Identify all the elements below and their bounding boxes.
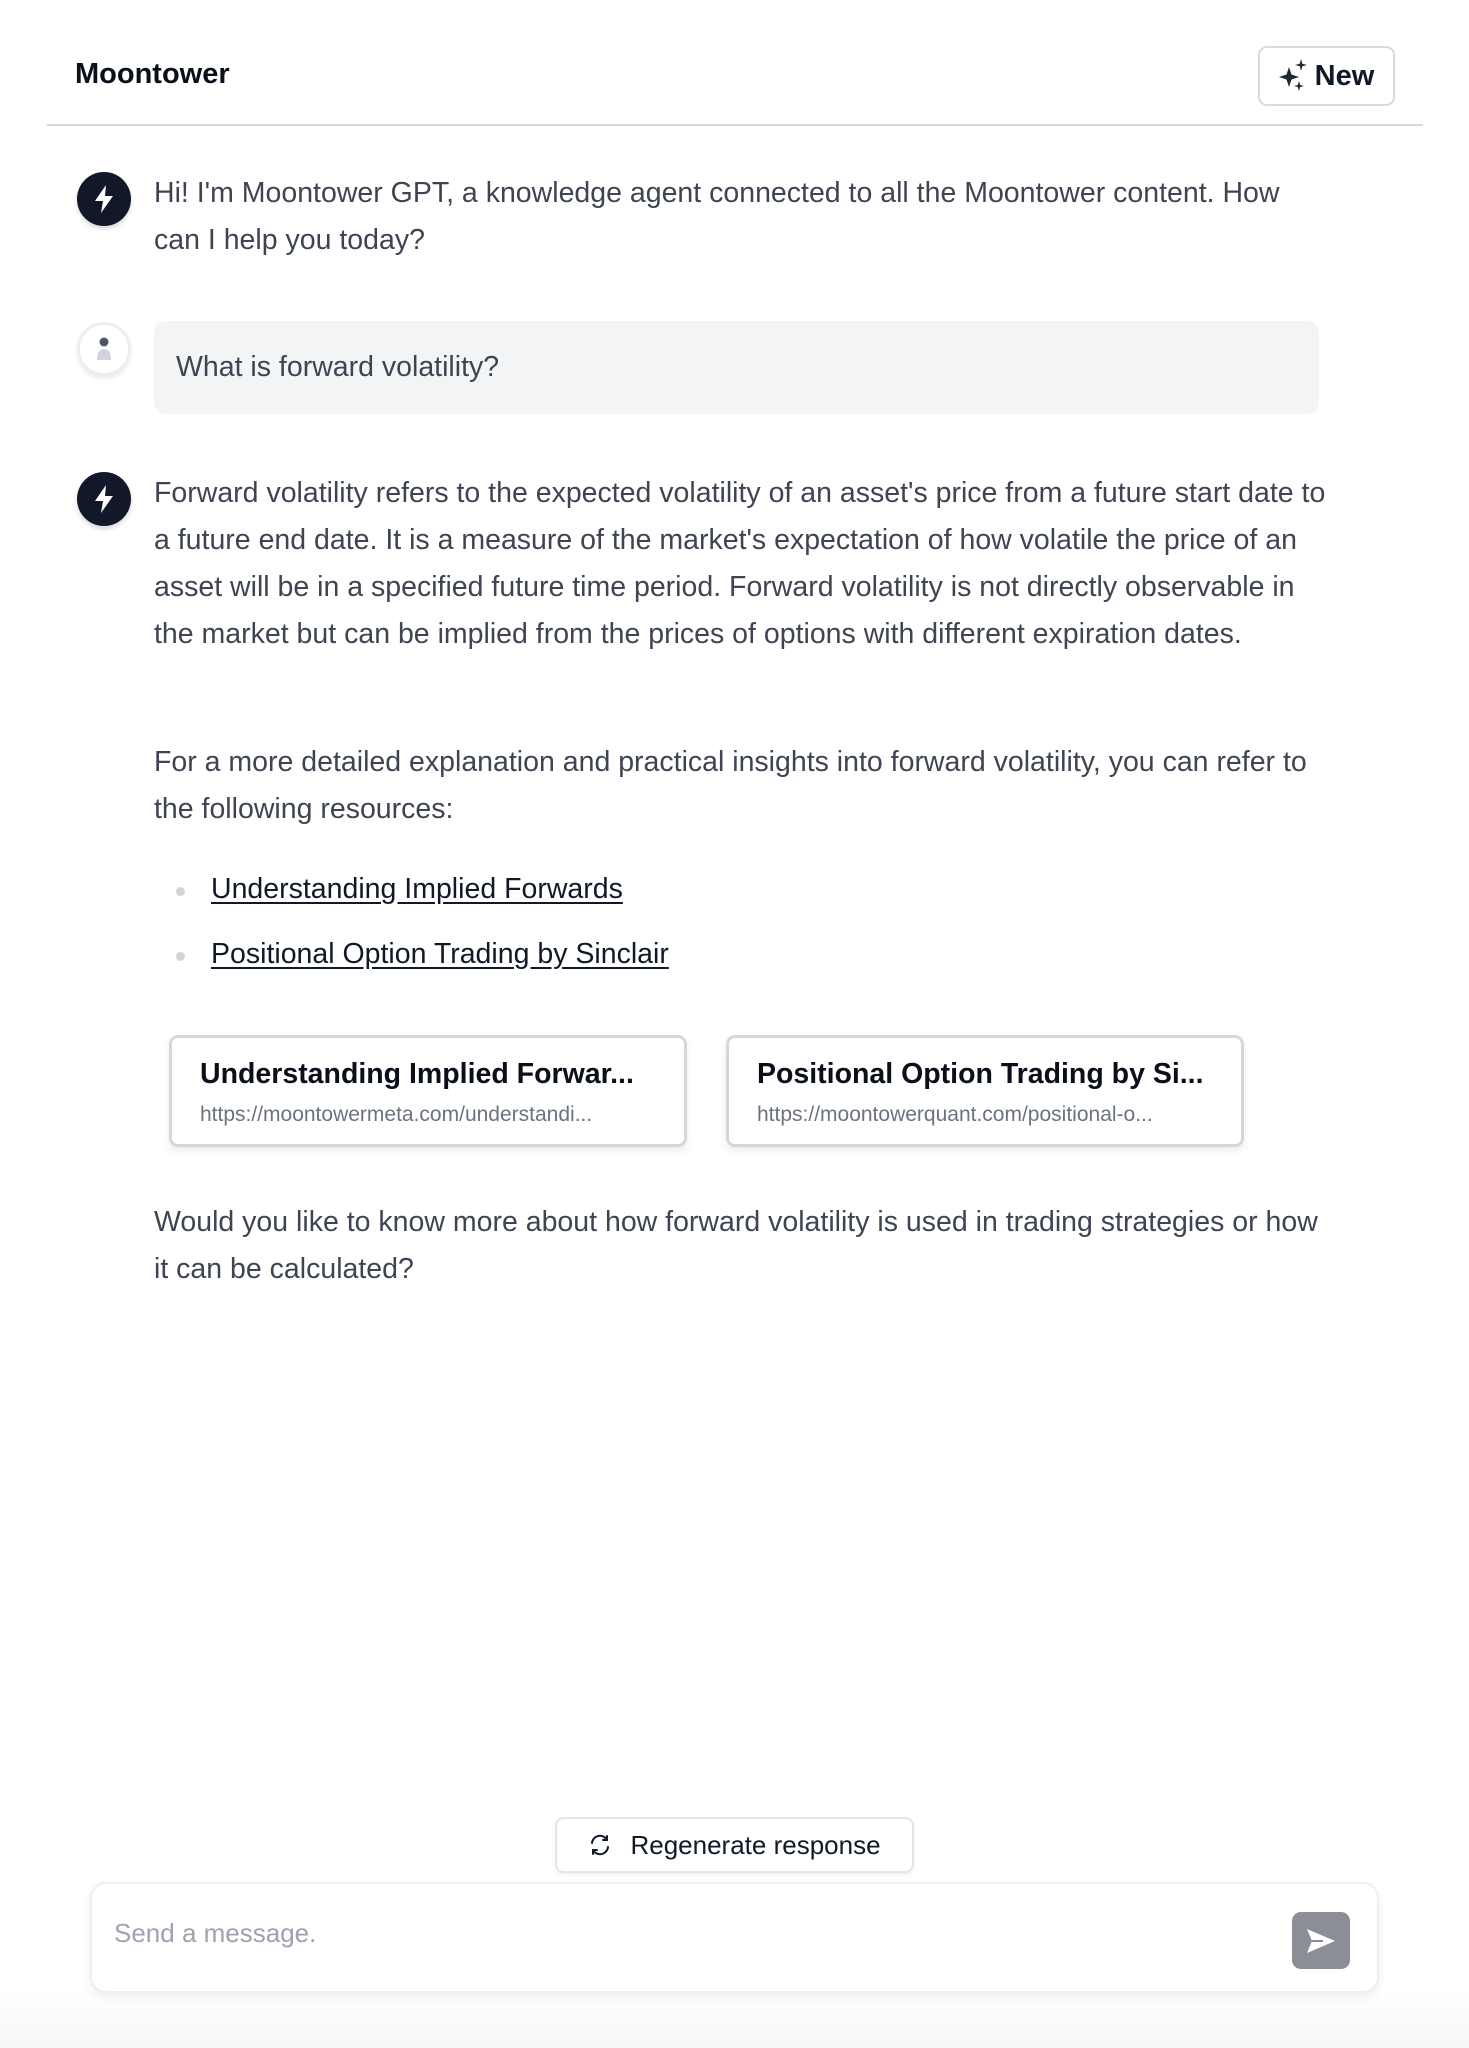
new-button-label: New <box>1314 59 1375 92</box>
message-input-placeholder: Send a message. <box>114 1918 317 1948</box>
user-avatar <box>77 322 131 376</box>
app-title: Moontower <box>75 58 230 90</box>
answer-paragraph: Forward volatility refers to the expected volatility of an asset's price from a future start date to a future end date. It is a measure of the market's expectation of how volatile the price of an asset will be in a specified future time period. Forward volatility is not directly observable in the market but can be implied from the prices of options with different expiration dates. <box>154 477 1326 650</box>
resource-link[interactable]: Positional Option Trading by Sinclair <box>211 938 669 970</box>
source-card[interactable] <box>169 1035 687 1147</box>
lightning-icon <box>93 485 115 513</box>
resource-link[interactable]: Understanding Implied Forwards <box>211 873 623 905</box>
answer-closing: Would you like to know more about how forward volatility is used in trading strategies or how it can be calculated? <box>154 1206 1318 1285</box>
sparkles-icon <box>1279 59 1309 93</box>
bot-avatar <box>77 172 131 226</box>
bot-avatar <box>77 472 131 526</box>
bullet <box>176 952 185 961</box>
user-icon <box>94 336 114 362</box>
user-message <box>154 321 1319 414</box>
source-card-url: https://moontowerquant.com/positional-o... <box>757 1103 1153 1126</box>
lightning-icon <box>93 185 115 213</box>
message-input[interactable] <box>90 1882 1379 1993</box>
user-message-text: What is forward volatility? <box>176 351 500 383</box>
regenerate-label: Regenerate response <box>630 1829 881 1860</box>
send-button[interactable] <box>1292 1912 1350 1969</box>
assistant-message-greeting: Hi! I'm Moontower GPT, a knowledge agent connected to all the Moontower content. How can I help you today? <box>154 177 1280 256</box>
source-card-title: Understanding Implied Forwar... <box>200 1058 634 1090</box>
bullet <box>176 887 185 896</box>
bottom-fade <box>0 1990 1469 2048</box>
new-chat-button[interactable] <box>1258 46 1395 106</box>
source-card-title: Positional Option Trading by Si... <box>757 1058 1204 1090</box>
source-card-url: https://moontowermeta.com/understandi... <box>200 1103 593 1126</box>
source-card[interactable] <box>726 1035 1244 1147</box>
answer-paragraph: For a more detailed explanation and practical insights into forward volatility, you can refer to the following resources: <box>154 746 1307 825</box>
send-icon <box>1305 1927 1337 1955</box>
header-divider <box>47 124 1423 126</box>
regenerate-response-button[interactable] <box>555 1817 914 1873</box>
refresh-icon <box>588 1833 612 1857</box>
